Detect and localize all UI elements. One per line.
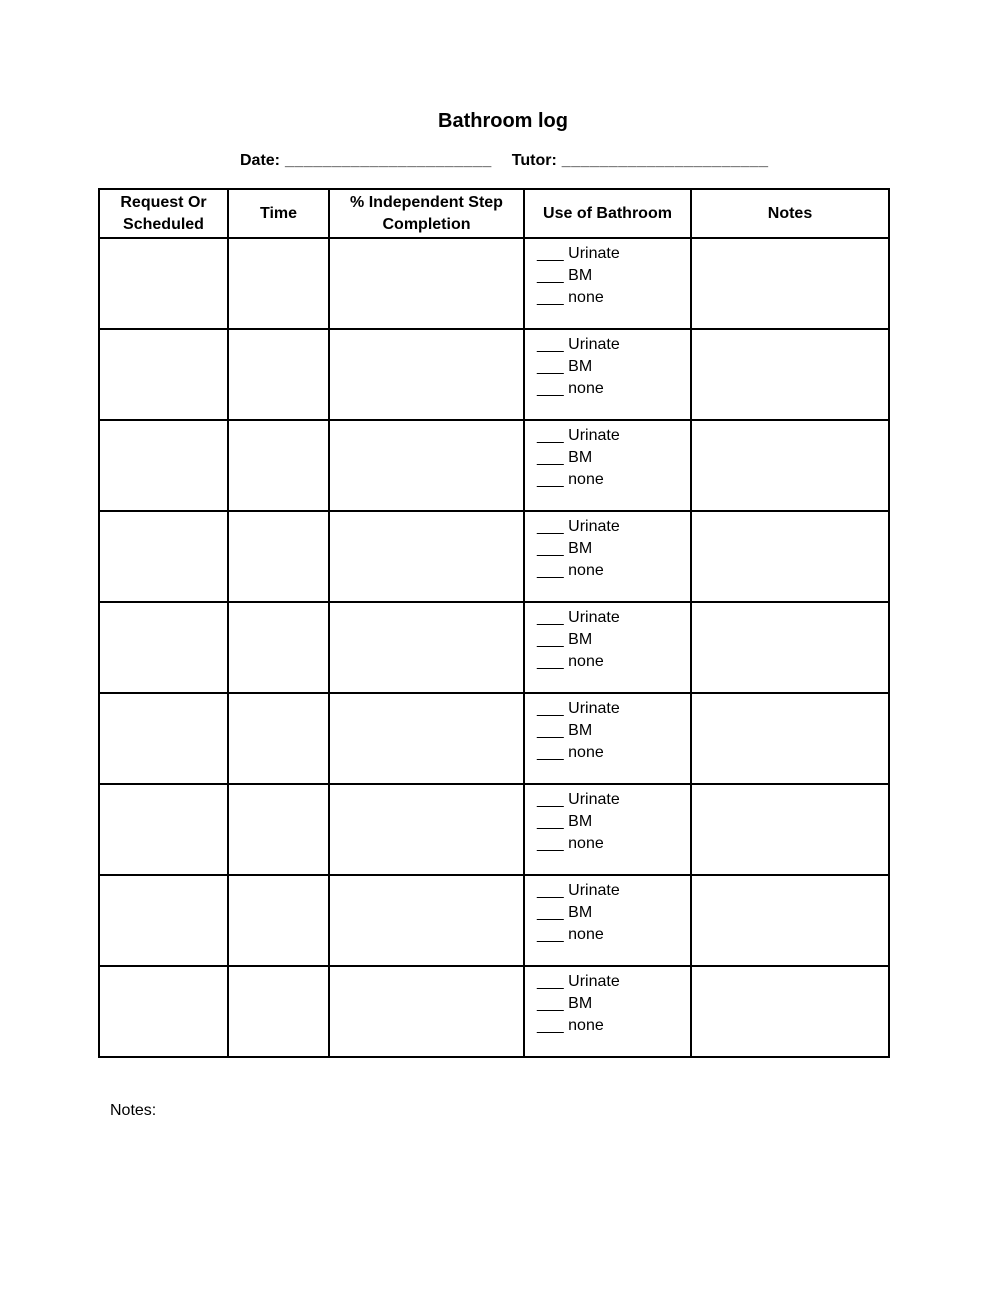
col-header-notes: Notes [691, 189, 889, 238]
cell-request-or-scheduled [99, 420, 228, 511]
bathroom-log-table [98, 188, 890, 1058]
option-none: ___ none [537, 835, 604, 853]
table-row [99, 238, 889, 329]
cell-independent-step-completion [329, 966, 524, 1057]
cell-notes [691, 602, 889, 693]
option-urinate: ___ Urinate [537, 973, 620, 991]
cell-notes [691, 420, 889, 511]
option-urinate: ___ Urinate [537, 427, 620, 445]
page-title: Bathroom log [438, 110, 568, 132]
cell-use-of-bathroom [524, 875, 691, 966]
cell-independent-step-completion [329, 238, 524, 329]
cell-time [228, 602, 329, 693]
cell-time [228, 784, 329, 875]
header-fields [240, 152, 769, 170]
option-bm: ___ BM [537, 995, 593, 1013]
option-urinate: ___ Urinate [537, 700, 620, 718]
cell-use-of-bathroom [524, 784, 691, 875]
cell-use-of-bathroom [524, 238, 691, 329]
option-bm: ___ BM [537, 813, 593, 831]
cell-request-or-scheduled [99, 966, 228, 1057]
cell-use-of-bathroom [524, 602, 691, 693]
table-row [99, 511, 889, 602]
cell-request-or-scheduled [99, 784, 228, 875]
option-bm: ___ BM [537, 267, 593, 285]
cell-notes [691, 693, 889, 784]
col-header-independent-step-completion: % Independent Step Completion [329, 189, 524, 238]
option-bm: ___ BM [537, 540, 593, 558]
cell-use-of-bathroom [524, 511, 691, 602]
cell-independent-step-completion [329, 602, 524, 693]
cell-request-or-scheduled [99, 238, 228, 329]
cell-request-or-scheduled [99, 511, 228, 602]
option-none: ___ none [537, 562, 604, 580]
table-row [99, 784, 889, 875]
option-none: ___ none [537, 744, 604, 762]
table-row [99, 329, 889, 420]
col-header-request-or-scheduled: Request Or Scheduled [99, 189, 228, 238]
table-row [99, 693, 889, 784]
cell-time [228, 966, 329, 1057]
cell-independent-step-completion [329, 420, 524, 511]
option-none: ___ none [537, 471, 604, 489]
cell-independent-step-completion [329, 784, 524, 875]
col-header-time: Time [228, 189, 329, 238]
cell-use-of-bathroom [524, 693, 691, 784]
option-none: ___ none [537, 926, 604, 944]
cell-independent-step-completion [329, 329, 524, 420]
cell-independent-step-completion [329, 693, 524, 784]
cell-notes [691, 966, 889, 1057]
tutor-field [512, 152, 769, 169]
cell-use-of-bathroom [524, 329, 691, 420]
table-row [99, 875, 889, 966]
tutor-label: Tutor: [511, 152, 557, 169]
cell-notes [691, 511, 889, 602]
option-urinate: ___ Urinate [537, 791, 620, 809]
option-bm: ___ BM [537, 722, 593, 740]
cell-request-or-scheduled [99, 602, 228, 693]
cell-use-of-bathroom [524, 966, 691, 1057]
cell-request-or-scheduled [99, 329, 228, 420]
tutor-blank: ______________________ [561, 152, 769, 169]
option-none: ___ none [537, 380, 604, 398]
cell-time [228, 420, 329, 511]
cell-request-or-scheduled [99, 875, 228, 966]
notes-label: Notes: [110, 1102, 157, 1119]
option-urinate: ___ Urinate [537, 609, 620, 627]
option-urinate: ___ Urinate [537, 336, 620, 354]
option-none: ___ none [537, 1017, 604, 1035]
cell-notes [691, 875, 889, 966]
table-header-row [99, 189, 889, 238]
cell-independent-step-completion [329, 875, 524, 966]
table-row [99, 602, 889, 693]
date-field [240, 152, 492, 169]
table-row [99, 966, 889, 1057]
cell-time [228, 693, 329, 784]
col-header-use-of-bathroom: Use of Bathroom [524, 189, 691, 238]
date-blank: ______________________ [285, 152, 492, 169]
option-bm: ___ BM [537, 904, 593, 922]
option-urinate: ___ Urinate [537, 518, 620, 536]
cell-request-or-scheduled [99, 693, 228, 784]
option-none: ___ none [537, 289, 604, 307]
option-bm: ___ BM [537, 358, 593, 376]
option-urinate: ___ Urinate [537, 882, 620, 900]
cell-time [228, 329, 329, 420]
cell-notes [691, 329, 889, 420]
cell-time [228, 875, 329, 966]
cell-time [228, 238, 329, 329]
cell-use-of-bathroom [524, 420, 691, 511]
cell-notes [691, 784, 889, 875]
cell-independent-step-completion [329, 511, 524, 602]
option-none: ___ none [537, 653, 604, 671]
option-bm: ___ BM [537, 631, 593, 649]
table-row [99, 420, 889, 511]
cell-time [228, 511, 329, 602]
date-label: Date: [240, 152, 281, 169]
option-bm: ___ BM [537, 449, 593, 467]
option-urinate: ___ Urinate [537, 245, 620, 263]
cell-notes [691, 238, 889, 329]
